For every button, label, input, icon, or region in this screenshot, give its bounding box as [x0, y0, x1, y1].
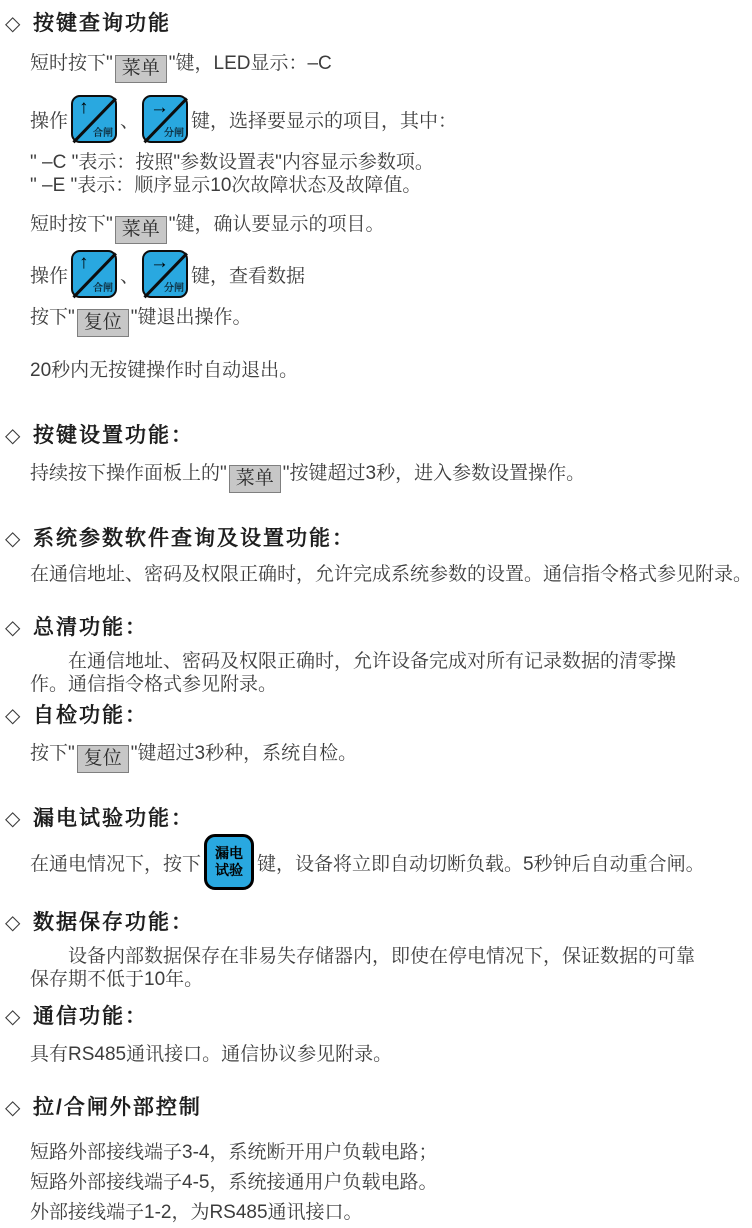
text-run: "键，确认要显示的项目。	[168, 214, 385, 235]
reset-key-label: 复位	[83, 312, 122, 333]
heading-leakage-test	[0, 807, 716, 831]
text-run: 短时按下"	[30, 53, 113, 74]
menu-key-label: 菜单	[235, 468, 274, 489]
line-terminal-4-5: 短路外部接线端子4-5，系统接通用户负载电路。	[30, 1172, 438, 1193]
heading-key-query	[0, 12, 716, 36]
leakage-test-key-icon	[204, 834, 254, 890]
right-arrow-icon: →	[150, 97, 170, 118]
text-run: 键，设备将立即自动切断负载。5秒钟后自动重合闸。	[257, 853, 705, 875]
section-communication	[0, 1005, 716, 1066]
line-press-menu-confirm	[0, 213, 716, 244]
text-run: "键，LED显示：–C	[168, 53, 332, 74]
line-operate-select-item	[0, 95, 716, 143]
heading-text: 总清功能：	[33, 616, 148, 639]
text-run: 按下"	[30, 743, 75, 764]
diamond-bullet-icon: ◇	[5, 912, 21, 934]
text-run: 按下"	[30, 307, 75, 328]
leakage-key-line1: 漏电	[215, 845, 244, 862]
heading-data-retention	[0, 911, 716, 935]
heading-total-clear	[0, 616, 716, 640]
heading-text: 拉/合闸外部控制	[33, 1096, 202, 1119]
section-param-software	[0, 527, 752, 586]
menu-key	[115, 55, 167, 83]
text-run: "键超过3秒种，系统自检。	[130, 743, 358, 764]
up-arrow-icon: ↑	[79, 97, 89, 118]
menu-key	[229, 465, 281, 493]
line-auto-exit: 20秒内无按键操作时自动退出。	[30, 360, 299, 381]
line-terminal-1-2: 外部接线端子1-2，为RS485通讯接口。	[30, 1202, 363, 1223]
text-run: "键退出操作。	[130, 307, 252, 328]
close-key-label: 合闸	[93, 283, 114, 294]
diamond-bullet-icon: ◇	[5, 808, 21, 830]
diamond-bullet-icon: ◇	[5, 1097, 21, 1119]
line-operate-view-data	[0, 250, 716, 298]
separator: 、	[120, 110, 140, 132]
open-key-label: 分闸	[164, 283, 185, 294]
reset-key-label: 复位	[83, 748, 122, 769]
heading-text: 漏电试验功能：	[33, 807, 194, 830]
line-terminal-3-4: 短路外部接线端子3-4，系统断开用户负载电路；	[30, 1142, 438, 1163]
heading-text: 数据保存功能：	[33, 911, 194, 934]
heading-param-software	[0, 527, 716, 551]
text-run: 键，选择要显示的项目，其中：	[191, 110, 458, 132]
line-self-check-body	[0, 742, 716, 773]
heading-text: 按键设置功能：	[33, 424, 194, 447]
heading-self-check	[0, 704, 716, 728]
line-param-software-body: 在通信地址、密码及权限正确时，允许完成系统参数的设置。通信指令格式参见附录。	[30, 564, 752, 585]
leakage-key-line2: 试验	[215, 862, 244, 878]
diamond-bullet-icon: ◇	[5, 705, 21, 727]
menu-key-label: 菜单	[121, 58, 160, 79]
line-data-retention-body: 设备内部数据保存在非易失存储器内，即使在停电情况下，保证数据的可靠保存期不低于10年。	[30, 946, 696, 990]
section-data-retention	[0, 911, 716, 991]
heading-key-setting	[0, 424, 716, 448]
line-press-reset-exit	[0, 306, 716, 337]
up-arrow-icon: ↑	[79, 252, 89, 273]
diamond-bullet-icon: ◇	[5, 617, 21, 639]
reset-key	[77, 309, 129, 337]
section-external-control	[0, 1096, 716, 1228]
right-arrow-icon: →	[150, 252, 170, 273]
close-key-icon	[71, 95, 117, 143]
text-run: 在通电情况下，按下	[30, 853, 202, 875]
section-key-setting	[0, 424, 716, 493]
line-press-menu-led	[0, 52, 716, 83]
reset-key	[77, 745, 129, 773]
line-total-clear-body: 在通信地址、密码及权限正确时，允许设备完成对所有记录数据的清零操作。通信指令格式参见附录。	[30, 651, 677, 695]
section-key-query	[0, 12, 716, 382]
diamond-bullet-icon: ◇	[5, 13, 21, 35]
text-run: 操作	[30, 110, 69, 132]
heading-text: 按键查询功能	[33, 12, 171, 35]
heading-external-control	[0, 1096, 716, 1120]
text-run: 持续按下操作面板上的"	[30, 463, 227, 484]
diamond-bullet-icon: ◇	[5, 1006, 21, 1028]
close-key-icon	[71, 250, 117, 298]
line-communication-body: 具有RS485通讯接口。通信协议参见附录。	[30, 1044, 393, 1065]
text-run: "按键超过3秒，进入参数设置操作。	[282, 463, 586, 484]
line-minus-e-meaning: " –E "表示：顺序显示10次故障状态及故障值。	[30, 175, 422, 196]
diamond-bullet-icon: ◇	[5, 425, 21, 447]
heading-text: 通信功能：	[33, 1005, 148, 1028]
heading-text: 自检功能：	[33, 704, 148, 727]
section-leakage-test	[0, 807, 716, 889]
open-key-icon	[142, 250, 188, 298]
heading-text: 系统参数软件查询及设置功能：	[33, 527, 355, 550]
line-minus-c-meaning: " –C "表示：按照"参数设置表"内容显示参数项。	[30, 152, 434, 173]
text-run: 操作	[30, 265, 69, 287]
section-total-clear	[0, 616, 716, 696]
open-key-label: 分闸	[164, 128, 185, 139]
menu-key	[115, 216, 167, 244]
diamond-bullet-icon: ◇	[5, 528, 21, 550]
close-key-label: 合闸	[93, 128, 114, 139]
separator: 、	[120, 265, 140, 287]
menu-key-label: 菜单	[121, 219, 160, 240]
line-hold-menu-3s	[0, 462, 716, 493]
text-run: 键，查看数据	[191, 265, 306, 287]
line-leakage-test-body	[0, 835, 716, 889]
open-key-icon	[142, 95, 188, 143]
section-self-check	[0, 704, 716, 773]
text-run: 短时按下"	[30, 214, 113, 235]
heading-communication	[0, 1005, 716, 1029]
